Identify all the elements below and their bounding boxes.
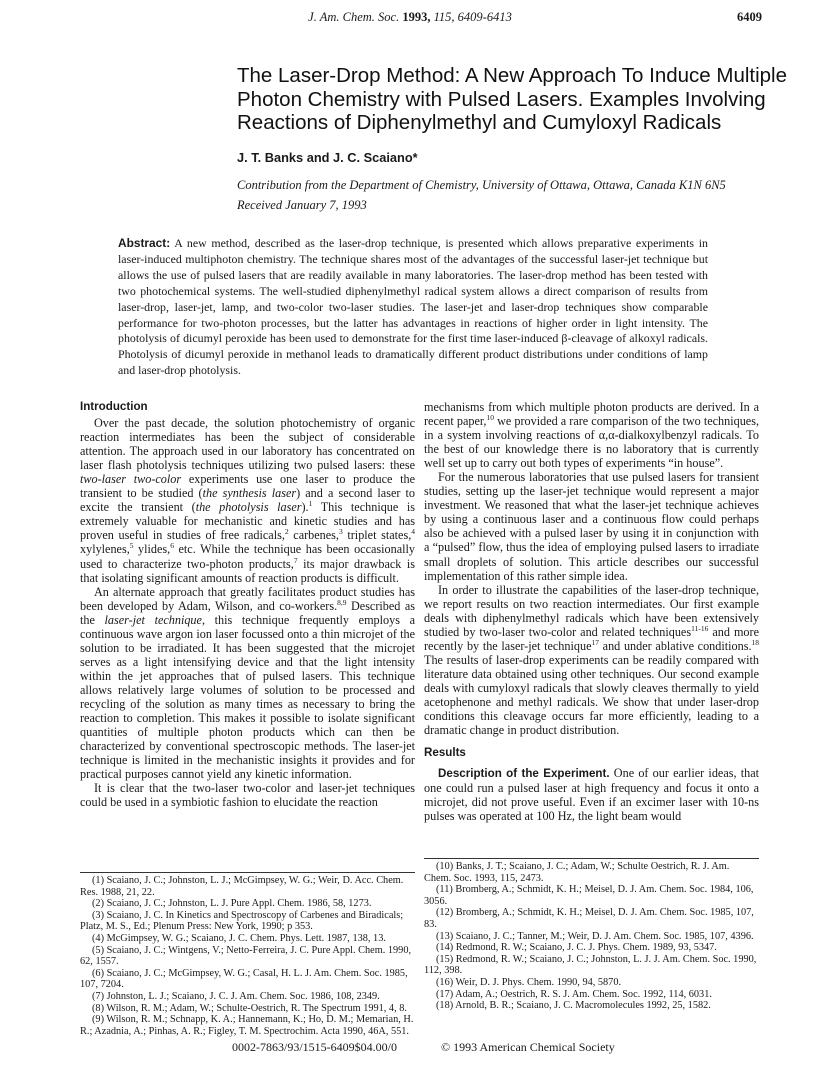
reference: (16) Weir, D. J. Phys. Chem. 1990, 94, 5870. <box>436 976 622 988</box>
reference: (13) Scaiano, J. C.; Tanner, M.; Weir, D. J. Am. Chem. Soc. 1985, 107, 4396. <box>436 930 754 942</box>
paragraph: Over the past decade, the solution photochemistry of organic reaction intermediates has been the subject of considerable attention. The approach used in our laboratory has concentrated on laser flash photolysis techniques utilizing two pulsed lasers: these two-laser two-color experiments use one laser to produce the transient to be studied (the synthesis laser) and a second laser to excite the transient (the photolysis laser).$^1$ This technique is extremely valuable for mechanistic and kinetic studies and has proven useful in studies of free radicals,$^2$ carbenes,$^3$ triplet states,$^4$ xylylenes,$^5$ ylides,$^6$ etc. While the technique has been occasionally used to characterize two-photon products,$^7$ its major drawback is that isolating significant amounts of reaction products is difficult. <box>80 416 416 585</box>
article-code: 0002-7863/93/1515-6409$04.00/0 <box>232 1040 397 1054</box>
reference: (1) Scaiano, J. C.; Johnston, L. J.; McGimpsey, W. G.; Weir, D. Acc. Chem. Res. 1988, 21, 22. <box>80 875 404 898</box>
reference: (7) Johnston, L. J.; Scaiano, J. C. J. Am. Chem. Soc. 1986, 108, 2349. <box>92 990 380 1002</box>
title-line: Reactions of Diphenylmethyl and Cumyloxyl Radicals <box>237 111 722 134</box>
references-right <box>424 858 759 1012</box>
reference: (10) Banks, J. T.; Scaiano, J. C.; Adam, W.; Schulte Oestrich, R. J. Am. Chem. Soc. 1993, 115, 2473. <box>424 861 730 884</box>
abstract <box>118 236 708 379</box>
authors: J. T. Banks and J. C. Scaiano* <box>237 150 418 165</box>
abstract-label: Abstract: <box>118 236 171 250</box>
section-heading-introduction: Introduction <box>80 400 148 413</box>
title-line: Photon Chemistry with Pulsed Lasers. Examples Involving <box>237 87 766 111</box>
reference: (8) Wilson, R. M.; Adam, W.; Schulte-Oestrich, R. The Spectrum 1991, 4, 8. <box>92 1002 407 1014</box>
journal-pages: 6409-6413 <box>457 10 512 24</box>
right-column <box>424 400 759 823</box>
reference: (4) McGimpsey, W. G.; Scaiano, J. C. Chem. Phys. Lett. 1987, 138, 13. <box>92 932 386 944</box>
paragraph: An alternate approach that greatly facilitates product studies has been developed by Adam, Wilson, and co-workers.$^{8,9}$ Described as the laser-jet technique, this technique frequently employs a continuous wave argon ion laser focussed onto a thin microjet of the solution to be irradiated. It has been suggested that the microjet serves as a light intensifying device and that the light intensity within the jet approaches that of pulsed lasers. This technique allows relatively large volumes of solution to be processed and recycling of the solution as many times as necessary to bring the reaction to completion. This makes it possible to isolate significant quantities of multiple photon products which can then be characterized by conventional spectroscopic methods. The laser-jet technique is limited in the mechanistic insights it provides and for practical purposes cannot yield any kinetic information. <box>80 584 416 782</box>
reference: (6) Scaiano, J. C.; McGimpsey, W. G.; Casal, H. L. J. Am. Chem. Soc. 1985, 107, 7204. <box>80 967 408 991</box>
reference: (18) Arnold, B. R.; Scaiano, J. C. Macromolecules 1992, 25, 1582. <box>436 1000 711 1012</box>
reference: (5) Scaiano, J. C.; Wintgens, V.; Netto-Ferreira, J. C. Pure Appl. Chem. 1990, 62, 1557. <box>80 944 412 968</box>
journal-name: J. Am. Chem. Soc. <box>308 10 400 24</box>
footnote-divider <box>80 872 415 873</box>
reference: (3) Scaiano, J. C. In Kinetics and Spectroscopy of Carbenes and Biradicals; Platz, M. S., Ed.; Plenum Press: New York, 1990; p 353. <box>80 909 404 933</box>
footnote-divider <box>424 858 759 859</box>
journal-citation <box>0 10 820 25</box>
copyright: © 1993 American Chemical Society <box>441 1040 615 1054</box>
left-column <box>80 400 415 809</box>
reference: (11) Bromberg, A.; Schmidt, K. H.; Meisel, D. J. Am. Chem. Soc. 1984, 106, 3056. <box>424 884 754 907</box>
reference: (15) Redmond, R. W.; Scaiano, J. C.; Johnston, L. J. J. Am. Chem. Soc. 1990, 112, 398. <box>424 953 757 977</box>
reference: (9) Wilson, R. M.; Schnapp, K. A.; Hannemann, K.; Ho, D. M.; Memarian, H. R.; Azadnia, A.; Pinhas, A. R.; Figley, T. M. Spectrochim. Acta 1990, 46A, 551. <box>80 1014 414 1037</box>
running-head <box>0 10 820 28</box>
paragraph: mechanisms from which multiple photon products are derived. In a recent paper,$^{10}$ we provided a rare comparison of the two techniques, in a system involving reactions of α,α-dialkoxylbenzyl radicals. To the best of our knowledge there is no laboratory that is currently well set up to carry out both types of experiments “in house”. <box>424 400 759 471</box>
title-line: The Laser-Drop Method: A New Approach To Induce Multiple <box>237 64 788 87</box>
page-number: 6409 <box>737 10 762 24</box>
paragraph: It is clear that the two-laser two-color and laser-jet techniques could be used in a symbiotic fashion to elucidate the reaction <box>80 781 415 810</box>
references-left <box>80 872 415 1037</box>
abstract-text: A new method, described as the laser-drop technique, is presented which allows preparative experiments in laser-induced multiphoton chemistry. The technique shares most of the advantages of the successful laser-jet technique but allows the use of pulsed lasers that are readily available in many laboratories. The laser-drop method has been tested with two photochemical systems. The well-studied diphenylmethyl radical system allows a direct comparison of results from laser-drop, laser-jet, lamp, and two-color two-laser studies. The laser-jet and laser-drop techniques show comparable performance for two-photon processes, but the latter has advantages in reactions of higher order in light intensity. The photolysis of dicumyl peroxide has been used to demonstrate for the first time laser-induced β-cleavage of alkoxyl radicals. Photolysis of dicumyl peroxide in methanol leads to dramatically different product distributions under conditions of lamp and laser-drop photolysis. <box>118 236 708 378</box>
article-title <box>237 64 788 135</box>
section-heading-results: Results <box>424 746 466 760</box>
received-date: Received January 7, 1993 <box>237 198 367 212</box>
reference: (14) Redmond, R. W.; Scaiano, J. C. J. Phys. Chem. 1989, 93, 5347. <box>436 942 717 954</box>
journal-year: 1993, <box>402 10 431 24</box>
reference: (17) Adam, A.; Oestrich, R. S. J. Am. Chem. Soc. 1992, 114, 6031. <box>436 988 712 1000</box>
paragraph: In order to illustrate the capabilities of the laser-drop technique, we report results on two reaction intermediates. Our first example deals with diphenylmethyl radicals which have been extensively studied by two-laser two-color and related techniques$^{11-16}$ and more recently by the laser-jet technique$^{17}$ and under ablative conditions.$^{18}$ The results of laser-drop experiments can be readily compared with literature data obtained using other techniques. Our second example deals with cumyloxyl radicals that slowly cleaves thermally to yield acetophenone and methyl radicals. We show that under laser-drop conditions this cleavage occurs far more efficiently, leading to a dramatic change in product distribution. <box>424 582 760 738</box>
journal-volume: 115, <box>433 10 455 24</box>
paragraph: For the numerous laboratories that use pulsed lasers for transient studies, setting up the laser-jet technique would represent a major investment. We reasoned that what the laser-jet technique achieves by using a continuous laser and a continuous flow could perhaps also be achieved with a pulsed laser by using it in conjunction with a “pulsed” flow, thus the idea of employing pulsed lasers to irradiate small droplets of solution. This article describes our successful implementation of this rather simple idea. <box>424 470 759 583</box>
reference: (2) Scaiano, J. C.; Johnston, L. J. Pure Appl. Chem. 1986, 58, 1273. <box>92 898 372 910</box>
reference: (12) Bromberg, A.; Schmidt, K. H.; Meisel, D. J. Am. Chem. Soc. 1985, 107, 83. <box>424 907 754 930</box>
affiliation: Contribution from the Department of Chemistry, University of Ottawa, Ottawa, Canada K1N 6N5 <box>237 178 726 192</box>
paragraph: Description of the Experiment. One of our earlier ideas, that one could run a pulsed laser at high frequency and focus it onto a microjet, did not prove useful. Even if an excimer laser with 10-ns pulses was operated at 100 Hz, the light beam would <box>424 766 760 824</box>
